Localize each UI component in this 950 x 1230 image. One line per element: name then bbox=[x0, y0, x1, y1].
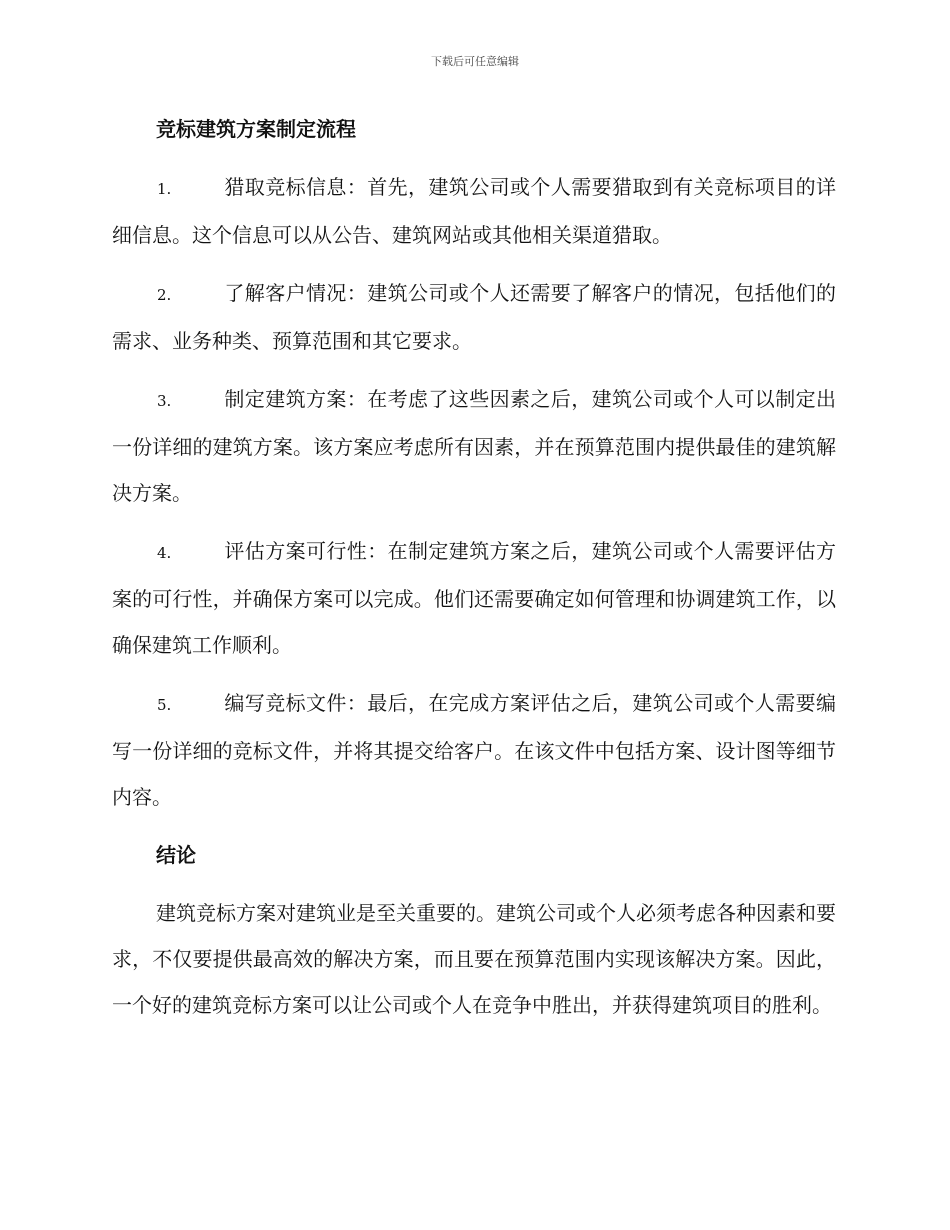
list-item-text: 制定建筑方案：在考虑了这些因素之后，建筑公司或个人可以制定出一份详细的建筑方案。该方案应考虑所有因素，并在预算范围内提供最佳的建筑解决方案。 bbox=[112, 387, 836, 505]
list-item bbox=[112, 164, 836, 258]
list-item bbox=[112, 270, 836, 364]
list-item-text: 猎取竞标信息：首先，建筑公司或个人需要猎取到有关竞标项目的详细信息。这个信息可以从公告、建筑网站或其他相关渠道猎取。 bbox=[112, 175, 836, 247]
list-item-text: 了解客户情况：建筑公司或个人还需要了解客户的情况，包括他们的需求、业务种类、预算范围和其它要求。 bbox=[112, 281, 836, 353]
list-item-number: 3. bbox=[157, 392, 172, 410]
list-item bbox=[112, 528, 836, 668]
conclusion-paragraph: 建筑竞标方案对建筑业是至关重要的。建筑公司或个人必须考虑各种因素和要求，不仅要提供最高效的解决方案，而且要在预算范围内实现该解决方案。因此，一个好的建筑竞标方案可以让公司或个人在竞争中胜出，并获得建筑项目的胜利。 bbox=[112, 901, 836, 1017]
list-item bbox=[112, 376, 836, 516]
list-item-number: 2. bbox=[157, 286, 172, 304]
list-item bbox=[112, 680, 836, 820]
list-item-number: 5. bbox=[157, 696, 172, 714]
list-item-number: 1. bbox=[157, 180, 172, 198]
section-title: 竞标建筑方案制定流程 bbox=[156, 117, 356, 141]
list-item-number: 4. bbox=[157, 544, 172, 562]
conclusion-title: 结论 bbox=[156, 843, 196, 867]
list-item-text: 编写竞标文件：最后，在完成方案评估之后，建筑公司或个人需要编写一份详细的竞标文件，并将其提交给客户。在该文件中包括方案、设计图等细节内容。 bbox=[112, 691, 836, 809]
running-header: 下载后可任意编辑 bbox=[431, 55, 519, 68]
list-item-text: 评估方案可行性：在制定建筑方案之后，建筑公司或个人需要评估方案的可行性，并确保方案可以完成。他们还需要确定如何管理和协调建筑工作，以确保建筑工作顺利。 bbox=[112, 539, 836, 657]
document-body bbox=[112, 106, 836, 1028]
